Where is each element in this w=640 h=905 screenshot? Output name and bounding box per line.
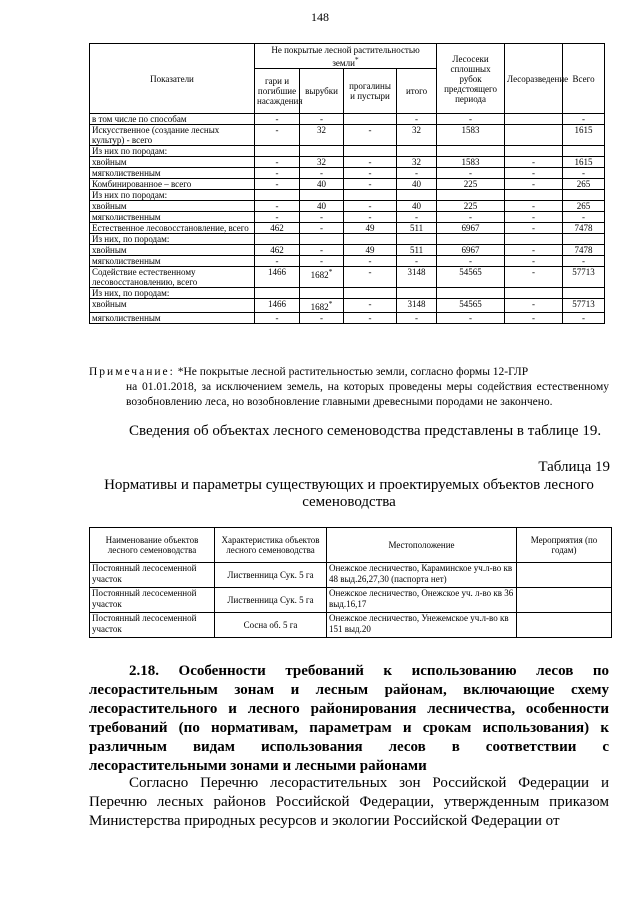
table-cell: 6967 bbox=[437, 245, 505, 256]
row-label: Из них, по породам: bbox=[90, 288, 255, 299]
table-cell: - bbox=[255, 168, 300, 179]
table-cell: - bbox=[255, 157, 300, 168]
table-note bbox=[89, 365, 609, 410]
col-total: Всего bbox=[563, 44, 605, 114]
table-cell: 3148 bbox=[397, 299, 437, 313]
row-label: хвойным bbox=[90, 201, 255, 212]
table-row bbox=[90, 288, 605, 299]
table-cell: 32 bbox=[300, 125, 344, 146]
table-cell: 54565 bbox=[437, 267, 505, 288]
table-cell: 7478 bbox=[563, 223, 605, 234]
col-measures: Мероприятия (по годам) bbox=[517, 528, 612, 563]
table-cell bbox=[563, 190, 605, 201]
table-row bbox=[90, 157, 605, 168]
table-cell: - bbox=[505, 245, 563, 256]
table-cell: - bbox=[300, 223, 344, 234]
table-cell: - bbox=[344, 212, 397, 223]
table-row bbox=[90, 613, 612, 638]
table-cell bbox=[505, 125, 563, 146]
table-row bbox=[90, 168, 605, 179]
table-cell: - bbox=[505, 212, 563, 223]
section-heading: 2.18. Особенности требований к использованию лесов по лесорастительным зонам и лесным районам, включающие схему лесорастительного и лесного районирования лесничества, особенности требований (по нормативам, параметрам и срокам использования) к различным видам использования лесов в соответствии с лесорастительными зонами и лесными районами bbox=[89, 663, 609, 774]
table-cell: - bbox=[505, 256, 563, 267]
table-cell: 511 bbox=[397, 223, 437, 234]
table-cell: - bbox=[505, 201, 563, 212]
table-label: Таблица 19 bbox=[538, 459, 610, 475]
table-cell: Постоянный лесосеменной участок bbox=[90, 563, 215, 588]
table-cell: - bbox=[505, 179, 563, 190]
table-cell: Постоянный лесосеменной участок bbox=[90, 613, 215, 638]
col-burned: гари и погибшие насаждения bbox=[255, 69, 300, 114]
table-cell bbox=[517, 613, 612, 638]
table-cell: - bbox=[563, 212, 605, 223]
table-cell: - bbox=[505, 157, 563, 168]
table-cell bbox=[300, 190, 344, 201]
table-cell: 3148 bbox=[397, 267, 437, 288]
table-cell bbox=[505, 146, 563, 157]
col-forest-breeding: Лесоразведение bbox=[505, 44, 563, 114]
table-cell: - bbox=[505, 168, 563, 179]
table-cell: - bbox=[437, 212, 505, 223]
table-cell: - bbox=[344, 179, 397, 190]
table-cell: - bbox=[255, 313, 300, 324]
footnote-mark: * bbox=[328, 267, 333, 276]
row-label: Из них, по породам: bbox=[90, 234, 255, 245]
table-cell bbox=[255, 234, 300, 245]
table-cell: 265 bbox=[563, 201, 605, 212]
table-cell: - bbox=[397, 313, 437, 324]
table-cell: 57713 bbox=[563, 267, 605, 288]
table-cell: - bbox=[255, 179, 300, 190]
table-row bbox=[90, 563, 612, 588]
col-clearcut-areas: Лесосеки сплошных рубок предстоящего периода bbox=[437, 44, 505, 114]
table-cell: Онежское лесничество, Караминское уч.л-во кв 48 выд.26,27,30 (паспорта нет) bbox=[327, 563, 517, 588]
table-cell: - bbox=[344, 168, 397, 179]
table-cell: - bbox=[344, 125, 397, 146]
table-cell: 511 bbox=[397, 245, 437, 256]
table-cell: - bbox=[437, 313, 505, 324]
reforestation-table bbox=[89, 43, 605, 324]
table-cell bbox=[437, 190, 505, 201]
table-cell: - bbox=[255, 125, 300, 146]
paragraph-intro: Сведения об объектах лесного семеноводства представлены в таблице 19. bbox=[129, 423, 602, 439]
table-cell: 49 bbox=[344, 223, 397, 234]
table-cell: - bbox=[563, 313, 605, 324]
table-cell: - bbox=[505, 267, 563, 288]
table-cell: - bbox=[344, 201, 397, 212]
col-glades: прогалины и пустыри bbox=[344, 69, 397, 114]
row-label: Комбинированное – всего bbox=[90, 179, 255, 190]
table-cell bbox=[300, 146, 344, 157]
row-label: Из них по породам: bbox=[90, 190, 255, 201]
col-characteristics: Характеристика объектов лесного семеноводства bbox=[215, 528, 327, 563]
table-cell: - bbox=[344, 313, 397, 324]
table-cell: Лиственница Сук. 5 га bbox=[215, 563, 327, 588]
col-not-covered-group: Не покрытые лесной растительностью земли* bbox=[255, 44, 437, 69]
table-row bbox=[90, 588, 612, 613]
table-cell: Сосна об. 5 га bbox=[215, 613, 327, 638]
table-cell bbox=[255, 190, 300, 201]
table-cell bbox=[563, 234, 605, 245]
table-row bbox=[90, 179, 605, 190]
table-cell: 49 bbox=[344, 245, 397, 256]
table-cell: 1615 bbox=[563, 125, 605, 146]
table-cell: 1682* bbox=[300, 299, 344, 313]
table-cell: - bbox=[563, 256, 605, 267]
row-label: в том числе по способам bbox=[90, 114, 255, 125]
table-cell bbox=[517, 563, 612, 588]
table-row bbox=[90, 245, 605, 256]
table-cell: 1682* bbox=[300, 267, 344, 288]
table-cell: 225 bbox=[437, 201, 505, 212]
table-cell: - bbox=[300, 168, 344, 179]
table-cell bbox=[300, 288, 344, 299]
table-cell: - bbox=[300, 245, 344, 256]
row-label: Естественное лесовосстановление, всего bbox=[90, 223, 255, 234]
table-cell: - bbox=[505, 313, 563, 324]
table-cell: - bbox=[437, 114, 505, 125]
table-cell: 462 bbox=[255, 245, 300, 256]
table-row bbox=[90, 114, 605, 125]
table-cell: Постоянный лесосеменной участок bbox=[90, 588, 215, 613]
table-cell bbox=[505, 288, 563, 299]
table-cell bbox=[344, 234, 397, 245]
footnote-mark: * bbox=[328, 299, 333, 308]
table-cell bbox=[437, 288, 505, 299]
row-label: мягколиственным bbox=[90, 168, 255, 179]
table-cell bbox=[505, 190, 563, 201]
table-cell: - bbox=[397, 114, 437, 125]
table-cell bbox=[344, 190, 397, 201]
table-cell: - bbox=[300, 313, 344, 324]
table-cell bbox=[344, 288, 397, 299]
table-cell bbox=[344, 146, 397, 157]
table-cell bbox=[517, 588, 612, 613]
table-cell: - bbox=[437, 256, 505, 267]
table-cell bbox=[563, 288, 605, 299]
table-cell bbox=[437, 234, 505, 245]
table-cell: - bbox=[563, 114, 605, 125]
col-total-nc: итого bbox=[397, 69, 437, 114]
table-cell bbox=[437, 146, 505, 157]
table-cell bbox=[344, 114, 397, 125]
seed-objects-table bbox=[89, 527, 612, 638]
col-indicators: Показатели bbox=[90, 44, 255, 114]
table-cell: 40 bbox=[300, 179, 344, 190]
row-label: хвойным bbox=[90, 157, 255, 168]
table-title: Нормативы и параметры существующих и проектируемых объектов лесного семеноводства bbox=[104, 477, 594, 510]
table-cell: 40 bbox=[397, 201, 437, 212]
table-cell bbox=[255, 146, 300, 157]
table-row bbox=[90, 125, 605, 146]
table-cell bbox=[300, 234, 344, 245]
table-cell: - bbox=[505, 299, 563, 313]
table-cell: - bbox=[344, 157, 397, 168]
table-row bbox=[90, 146, 605, 157]
table-cell: 57713 bbox=[563, 299, 605, 313]
row-label: Содействие естественному лесовосстановлению, всего bbox=[90, 267, 255, 288]
table-row bbox=[90, 299, 605, 313]
table-cell: 32 bbox=[397, 157, 437, 168]
row-label: хвойным bbox=[90, 245, 255, 256]
table-cell: - bbox=[255, 201, 300, 212]
table-cell: 225 bbox=[437, 179, 505, 190]
table-cell: 265 bbox=[563, 179, 605, 190]
table-cell: 40 bbox=[397, 179, 437, 190]
table-cell: Онежское лесничество, Унежемское уч.л-во кв 151 выд.20 bbox=[327, 613, 517, 638]
table-cell: 1583 bbox=[437, 125, 505, 146]
table-cell bbox=[397, 146, 437, 157]
table-row bbox=[90, 234, 605, 245]
table-cell: 462 bbox=[255, 223, 300, 234]
col-location: Местоположение bbox=[327, 528, 517, 563]
table-cell: 32 bbox=[397, 125, 437, 146]
table-cell: 32 bbox=[300, 157, 344, 168]
row-label: Искусственное (создание лесных культур) - всего bbox=[90, 125, 255, 146]
table-cell: Онежское лесничество, Онежское уч. л-во кв 36 выд.16,17 bbox=[327, 588, 517, 613]
col-clearcuts: вырубки bbox=[300, 69, 344, 114]
table-row bbox=[90, 313, 605, 324]
table-cell: - bbox=[255, 256, 300, 267]
table-cell bbox=[397, 190, 437, 201]
table-row bbox=[90, 267, 605, 288]
note-label: Примечание: bbox=[89, 366, 175, 378]
table-cell bbox=[255, 288, 300, 299]
table-cell: 1615 bbox=[563, 157, 605, 168]
table-cell: - bbox=[255, 114, 300, 125]
table-cell: - bbox=[397, 256, 437, 267]
row-label: хвойным bbox=[90, 299, 255, 313]
table-cell: - bbox=[344, 267, 397, 288]
table-cell: 54565 bbox=[437, 299, 505, 313]
table-cell: - bbox=[344, 256, 397, 267]
table-cell: 1583 bbox=[437, 157, 505, 168]
table-cell: - bbox=[505, 223, 563, 234]
table-row bbox=[90, 256, 605, 267]
table-cell: 6967 bbox=[437, 223, 505, 234]
note-text-rest: на 01.01.2018, за исключением земель, на которых проведены меры содействия естественному возобновлению леса, но возобновление главными древесными породами не закончено. bbox=[126, 381, 609, 408]
table-cell: - bbox=[255, 212, 300, 223]
table-cell bbox=[563, 146, 605, 157]
table-row bbox=[90, 201, 605, 212]
table-cell: 1466 bbox=[255, 299, 300, 313]
table-cell: - bbox=[437, 168, 505, 179]
table-row bbox=[90, 190, 605, 201]
table-cell: 1466 bbox=[255, 267, 300, 288]
table-cell: 40 bbox=[300, 201, 344, 212]
table-row bbox=[90, 212, 605, 223]
table-cell: 7478 bbox=[563, 245, 605, 256]
col-object-name: Наименование объектов лесного семеноводства bbox=[90, 528, 215, 563]
note-text-first: *Не покрытые лесной растительностью земли, согласно формы 12-ГЛР bbox=[177, 366, 529, 378]
table-cell: Лиственница Сук. 5 га bbox=[215, 588, 327, 613]
table-cell: - bbox=[563, 168, 605, 179]
table-cell: - bbox=[397, 168, 437, 179]
table-cell: - bbox=[300, 212, 344, 223]
row-label: мягколиственным bbox=[90, 313, 255, 324]
row-label: мягколиственным bbox=[90, 212, 255, 223]
table-row bbox=[90, 223, 605, 234]
paragraph-body: Согласно Перечню лесорастительных зон Российской Федерации и Перечню лесных районов Российской Федерации, утвержденным приказом Министерства природных ресурсов и экологии Российской Федерации от bbox=[89, 775, 609, 829]
table-cell: - bbox=[300, 256, 344, 267]
table-cell bbox=[397, 288, 437, 299]
table-cell: - bbox=[344, 299, 397, 313]
table-cell bbox=[505, 114, 563, 125]
row-label: мягколиственным bbox=[90, 256, 255, 267]
page-number: 148 bbox=[311, 10, 329, 24]
table-cell: - bbox=[300, 114, 344, 125]
row-label: Из них по породам: bbox=[90, 146, 255, 157]
table-cell: - bbox=[397, 212, 437, 223]
table-cell bbox=[397, 234, 437, 245]
table-cell bbox=[505, 234, 563, 245]
